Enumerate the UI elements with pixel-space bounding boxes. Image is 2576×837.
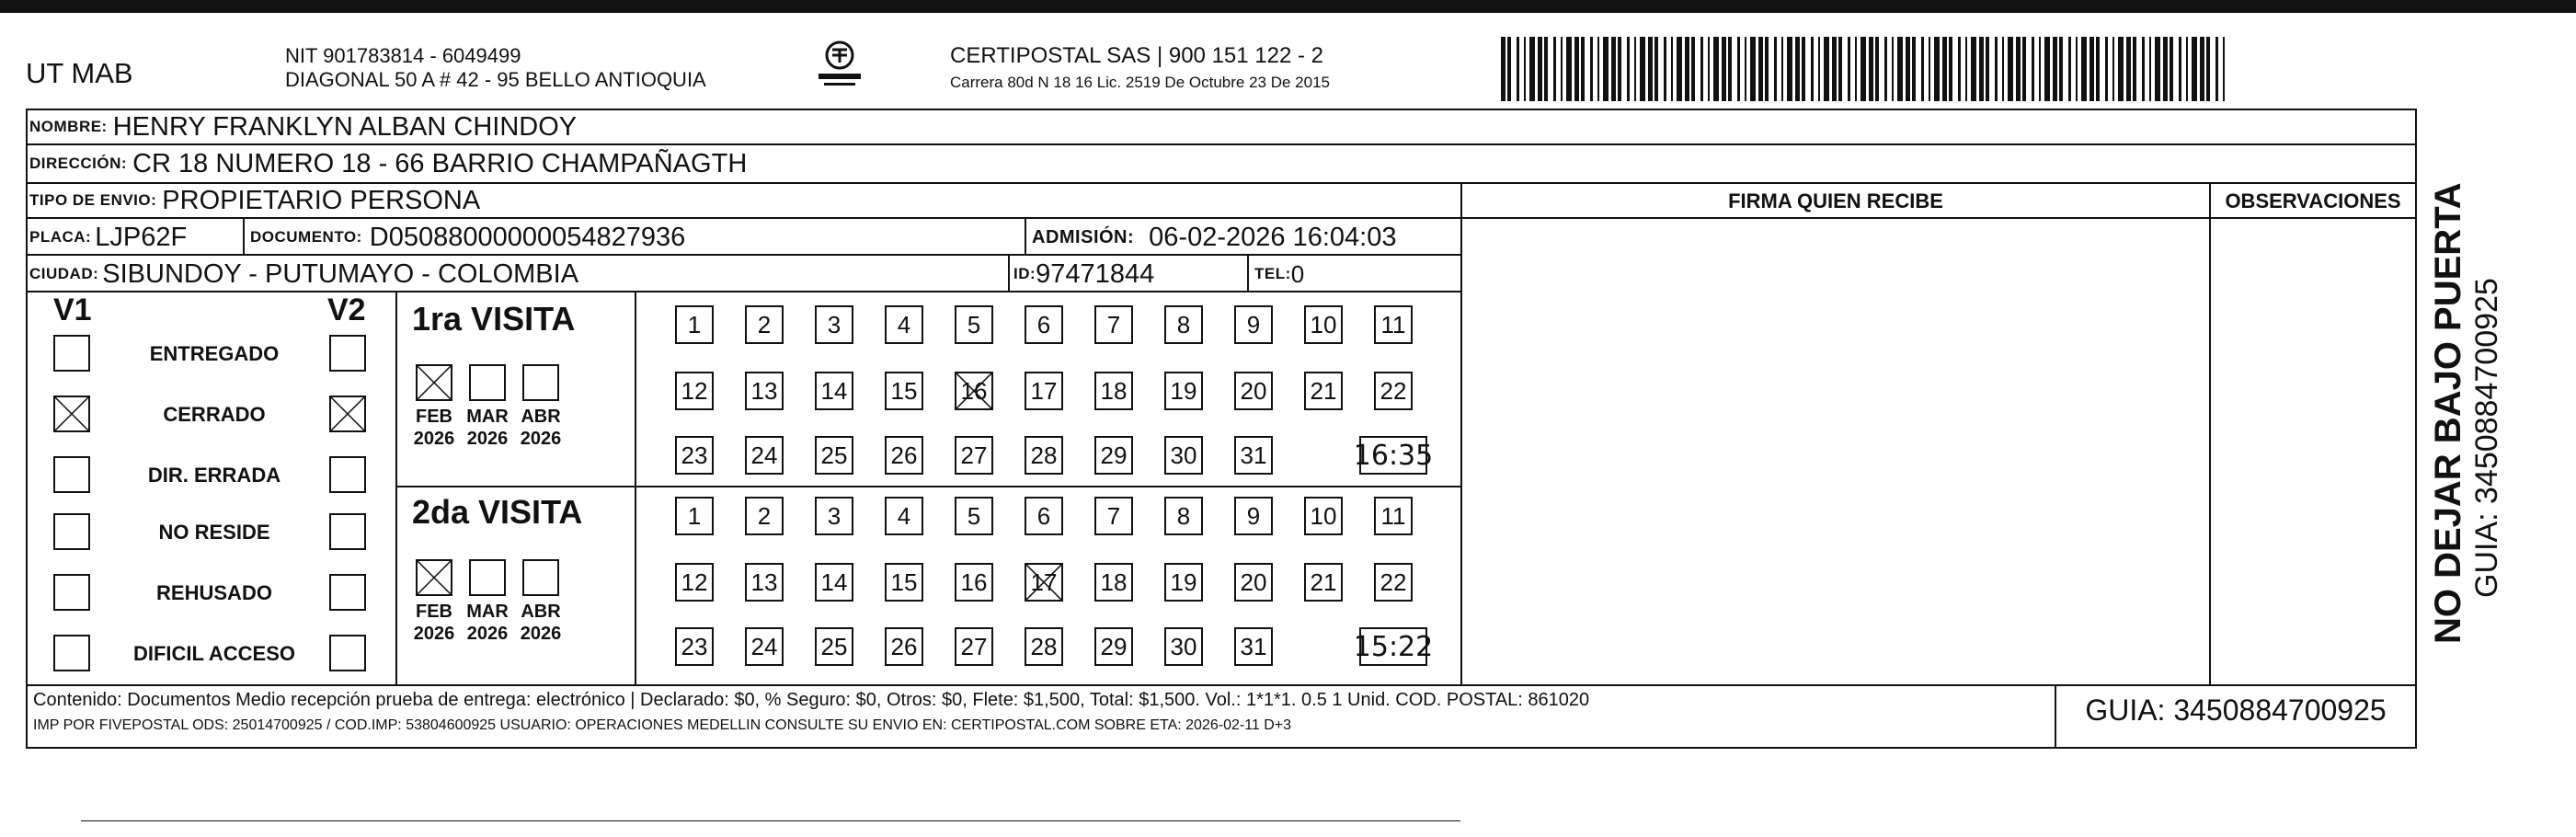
first-day-box[interactable]: 25 <box>815 436 853 475</box>
first-day-box[interactable]: 13 <box>745 372 784 410</box>
second-day-box[interactable]: 20 <box>1234 563 1273 602</box>
second-day-box[interactable]: 26 <box>885 627 923 666</box>
first-day-box[interactable]: 23 <box>675 436 714 475</box>
ut-label: UT MAB <box>26 57 133 89</box>
barcode <box>1501 37 2237 101</box>
second-day-box[interactable]: 3 <box>815 497 853 535</box>
second-day-box[interactable]: 24 <box>745 627 784 666</box>
observations-area[interactable] <box>2211 217 2415 684</box>
first-day-box[interactable]: 21 <box>1304 372 1343 410</box>
second-month-year: 2026 <box>520 624 562 644</box>
first-day-box[interactable]: 1 <box>675 305 714 344</box>
second-day-box[interactable]: 4 <box>885 497 923 535</box>
second-day-box[interactable]: 18 <box>1094 563 1133 602</box>
second-month-checkbox[interactable] <box>522 559 559 596</box>
first-month-label: FEB <box>416 407 452 427</box>
status-label: NO RESIDE <box>158 521 270 544</box>
first-month-year: 2026 <box>466 429 509 449</box>
v2-checkbox[interactable] <box>329 635 366 671</box>
first-day-box[interactable]: 6 <box>1025 305 1063 344</box>
first-day-box[interactable]: 18 <box>1094 372 1133 410</box>
documento-row: DOCUMENTO: D05088000000054827936 <box>250 222 686 252</box>
second-day-box[interactable]: 31 <box>1234 627 1273 666</box>
second-day-box[interactable]: 10 <box>1304 497 1343 535</box>
direccion-row: DIRECCIÓN: CR 18 NUMERO 18 - 66 BARRIO CHAMPAÑAGTH <box>29 148 748 178</box>
second-day-box[interactable]: 9 <box>1234 497 1273 535</box>
status-label: CERRADO <box>163 403 266 426</box>
second-month-checkbox[interactable] <box>416 559 452 596</box>
status-label: ENTREGADO <box>149 342 280 365</box>
first-month-checkbox[interactable] <box>416 364 452 401</box>
first-day-box[interactable]: 16 <box>955 372 993 410</box>
sender-address: DIAGONAL 50 A # 42 - 95 BELLO ANTIOQUIA <box>285 68 706 91</box>
first-month-checkbox[interactable] <box>522 364 559 401</box>
status-label: REHUSADO <box>156 581 272 604</box>
company-name: CERTIPOSTAL SAS | 900 151 122 - 2 <box>950 43 1323 68</box>
footer-contents: Contenido: Documentos Medio recepción prueba de entrega: electrónico | Declarado: $0, % Seguro: $0, Otros: $0, Flete: $1,500, Total: $1,500. Vol.: 1*1*1. 0.5 1 Unid. COD. POSTAL: 861020 <box>33 690 1590 710</box>
first-day-box[interactable]: 20 <box>1234 372 1273 410</box>
ciudad-row: CIUDAD: SIBUNDOY - PUTUMAYO - COLOMBIA <box>29 258 579 289</box>
second-time-box[interactable]: 15:22 <box>1359 627 1427 666</box>
first-day-box[interactable]: 28 <box>1025 436 1063 475</box>
first-day-box[interactable]: 15 <box>885 372 923 410</box>
footer-guia: GUIA: 3450884700925 <box>2085 694 2387 727</box>
top-border <box>0 0 2576 13</box>
direccion-value: CR 18 NUMERO 18 - 66 BARRIO CHAMPAÑAGTH <box>132 148 748 178</box>
footer-print-info: IMP POR FIVEPOSTAL ODS: 25014700925 / COD.IMP: 53804600925 USUARIO: OPERACIONES MEDELLIN CONSULTE SU ENVIO EN: CERTIPOSTAL.COM SOBRE ETA: 2026-02-11 D+3 <box>33 717 1292 733</box>
first-month-label: ABR <box>521 407 561 427</box>
placa-row: PLACA: LJP62F <box>29 222 188 252</box>
second-month-year: 2026 <box>413 624 455 644</box>
second-day-box[interactable]: 11 <box>1374 497 1413 535</box>
second-visit-title: 2da VISITA <box>412 493 583 531</box>
status-label: DIR. ERRADA <box>147 464 281 487</box>
second-day-box[interactable]: 28 <box>1025 627 1063 666</box>
v1-checkbox[interactable] <box>53 635 90 671</box>
first-day-box[interactable]: 27 <box>955 436 993 475</box>
second-day-box[interactable]: 22 <box>1374 563 1413 602</box>
first-day-box[interactable]: 11 <box>1374 305 1413 344</box>
v2-checkbox[interactable] <box>329 574 366 611</box>
second-day-box[interactable]: 2 <box>745 497 784 535</box>
first-day-box[interactable]: 8 <box>1164 305 1203 344</box>
v1-checkbox[interactable] <box>53 335 90 372</box>
placa-value: LJP62F <box>95 222 188 252</box>
documento-value: D05088000000054827936 <box>369 222 686 252</box>
first-day-box[interactable]: 26 <box>885 436 923 475</box>
first-day-box[interactable]: 3 <box>815 305 853 344</box>
v1-checkbox[interactable] <box>53 396 90 432</box>
second-day-box[interactable]: 17 <box>1025 563 1063 602</box>
first-time-box[interactable]: 16:35 <box>1359 436 1427 475</box>
id-value: 97471844 <box>1036 258 1155 289</box>
second-day-box[interactable]: 1 <box>675 497 714 535</box>
second-day-box[interactable]: 7 <box>1094 497 1133 535</box>
second-day-box[interactable]: 25 <box>815 627 853 666</box>
first-visit-title: 1ra VISITA <box>412 300 576 338</box>
tel-value: 0 <box>1290 259 1305 288</box>
v2-header: V2 <box>327 292 366 327</box>
id-row: ID: 97471844 <box>1013 258 1155 289</box>
first-day-box[interactable]: 29 <box>1094 436 1133 475</box>
first-day-box[interactable]: 22 <box>1374 372 1413 410</box>
nit-text: NIT 901783814 - 6049499 <box>285 44 521 67</box>
second-day-box[interactable]: 19 <box>1164 563 1203 602</box>
v1-checkbox[interactable] <box>53 456 90 493</box>
second-month-label: ABR <box>521 602 561 622</box>
first-day-box[interactable]: 7 <box>1094 305 1133 344</box>
v2-checkbox[interactable] <box>329 335 366 372</box>
second-day-box[interactable]: 13 <box>745 563 784 602</box>
tel-row: TEL: 0 <box>1254 259 1305 288</box>
first-day-box[interactable]: 17 <box>1025 372 1063 410</box>
second-month-label: MAR <box>466 602 509 622</box>
first-day-box[interactable]: 4 <box>885 305 923 344</box>
second-day-box[interactable]: 23 <box>675 627 714 666</box>
status-label: DIFICIL ACCESO <box>132 642 295 665</box>
firma-header: FIRMA QUIEN RECIBE <box>1728 189 1943 212</box>
v2-checkbox[interactable] <box>329 456 366 493</box>
first-day-box[interactable]: 12 <box>675 372 714 410</box>
nombre-value: HENRY FRANKLYN ALBAN CHINDOY <box>112 111 578 142</box>
second-month-year: 2026 <box>466 624 509 644</box>
first-day-box[interactable]: 19 <box>1164 372 1203 410</box>
second-day-box[interactable]: 30 <box>1164 627 1203 666</box>
second-day-box[interactable]: 16 <box>955 563 993 602</box>
second-month-checkbox[interactable] <box>469 559 506 596</box>
v1-header: V1 <box>53 292 92 327</box>
first-day-box[interactable]: 10 <box>1304 305 1343 344</box>
side-text <box>2428 129 2505 644</box>
first-day-box[interactable]: 9 <box>1234 305 1273 344</box>
company-address: Carrera 80d N 18 16 Lic. 2519 De Octubre 23 De 2015 <box>950 74 1330 91</box>
first-month-checkbox[interactable] <box>469 364 506 401</box>
certipostal-logo <box>817 37 863 92</box>
ciudad-value: SIBUNDOY - PUTUMAYO - COLOMBIA <box>102 258 579 289</box>
v2-checkbox[interactable] <box>329 396 366 432</box>
first-day-box[interactable]: 14 <box>815 372 853 410</box>
tipo-value: PROPIETARIO PERSONA <box>162 185 481 215</box>
side-warning: NO DEJAR BAJO PUERTA <box>2428 182 2468 644</box>
first-day-box[interactable]: 5 <box>955 305 993 344</box>
right-edge <box>2415 109 2417 684</box>
admision-value: 06-02-2026 16:04:03 <box>1149 222 1397 252</box>
first-day-box[interactable]: 30 <box>1164 436 1203 475</box>
first-month-year: 2026 <box>520 429 562 449</box>
second-day-box[interactable]: 6 <box>1025 497 1063 535</box>
admision-row: ADMISIÓN: 06-02-2026 16:04:03 <box>1032 222 1397 252</box>
first-month-year: 2026 <box>413 429 455 449</box>
cut-line <box>81 820 1460 821</box>
first-day-box[interactable]: 31 <box>1234 436 1273 475</box>
second-day-box[interactable]: 12 <box>675 563 714 602</box>
second-day-box[interactable]: 5 <box>955 497 993 535</box>
second-day-box[interactable]: 29 <box>1094 627 1133 666</box>
signature-area[interactable] <box>1462 217 2209 684</box>
second-day-box[interactable]: 8 <box>1164 497 1203 535</box>
second-day-box[interactable]: 27 <box>955 627 993 666</box>
second-day-box[interactable]: 15 <box>885 563 923 602</box>
v1-checkbox[interactable] <box>53 513 90 550</box>
nombre-row: NOMBRE: HENRY FRANKLYN ALBAN CHINDOY <box>29 111 578 142</box>
second-day-box[interactable]: 14 <box>815 563 853 602</box>
first-day-box[interactable]: 24 <box>745 436 784 475</box>
first-day-box[interactable]: 2 <box>745 305 784 344</box>
second-month-label: FEB <box>416 602 452 622</box>
v1-checkbox[interactable] <box>53 574 90 611</box>
v2-checkbox[interactable] <box>329 513 366 550</box>
observaciones-header: OBSERVACIONES <box>2225 189 2401 212</box>
tipo-row: TIPO DE ENVIO: PROPIETARIO PERSONA <box>29 185 481 215</box>
side-guia: GUIA: 3450884700925 <box>2469 278 2504 598</box>
second-day-box[interactable]: 21 <box>1304 563 1343 602</box>
first-month-label: MAR <box>466 407 509 427</box>
